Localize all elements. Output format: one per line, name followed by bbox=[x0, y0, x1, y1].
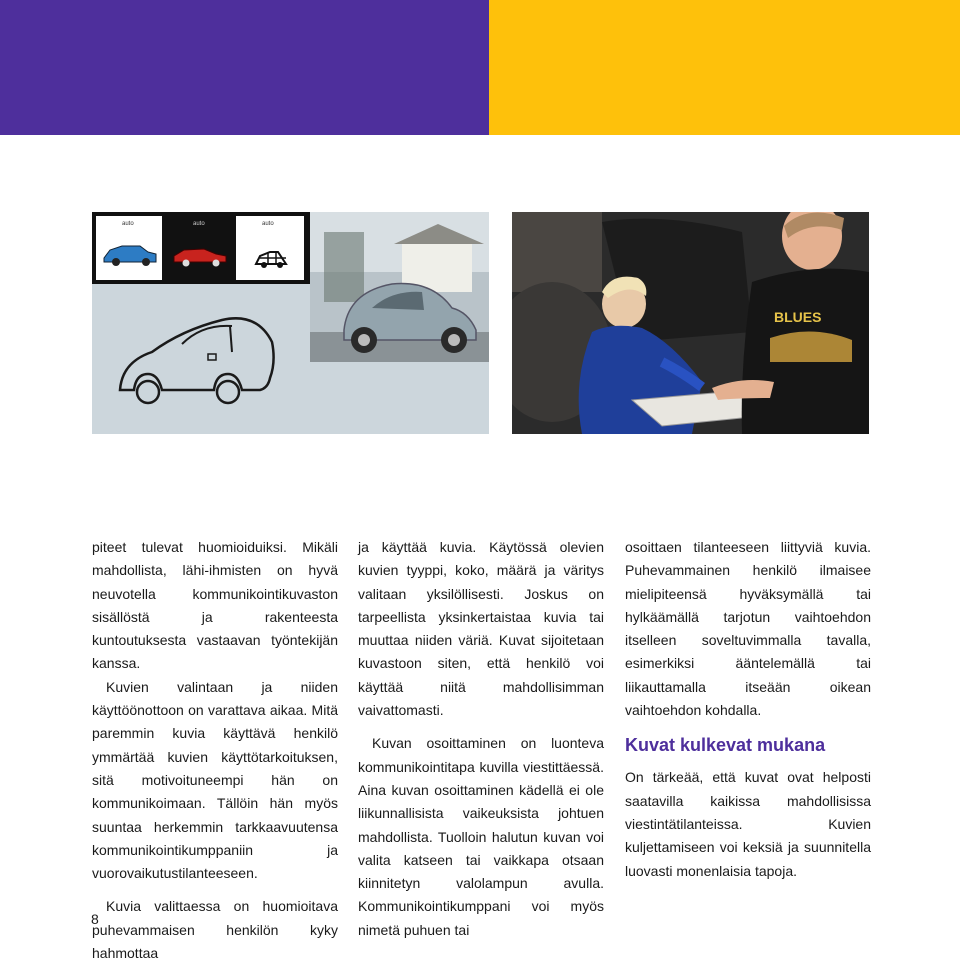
paragraph: osoittaen tilanteeseen liittyviä kuvia. Puhevammainen henkilö ilmaisee mielipiteensä hyväksymällä tai hylkäämällä tarjotun vaihtoehdon itselleen soveltuvimmalla tavalla, esimerkiksi ääntelemällä tai liikauttamalla itseään oikean vaihtoehdon kohdalla. bbox=[625, 539, 871, 719]
paragraph: ja käyttää kuvia. Käytössä olevien kuvien tyyppi, koko, määrä ja väritys valitaan yksilöllisesti. Joskus on tarpeellista yksinkertaistaa kuvia tai muuttaa niiden väriä. Kuvat sijoitetaan kuvastoon siten, että henkilö voi käyttää niitä mahdollisimman vaivattomasti. bbox=[358, 539, 604, 719]
pictogram-label-3: auto bbox=[262, 221, 274, 227]
paragraph: Kuvien valintaan ja niiden käyttöönottoon on varattava aikaa. Mitä paremmin kuvia käyttävä henkilö ymmärtää kuvien käyttötarkoituksen, sitä motivoituneempi hän on kommunikoimaan. Tällöin hän myös suuntaa herkemmin tarkkaavuutensa kommunikointikumppaniin ja vuorovaikutustilanteeseen. bbox=[92, 678, 338, 882]
pictogram-label-2: auto bbox=[193, 221, 205, 227]
section-heading: Kuvat kulkevat mukana bbox=[625, 735, 826, 756]
paragraph: On tärkeää, että kuvat ovat helposti saatavilla kaikissa mahdollisissa viestintätilanteissa. Kuvien kuljettamiseen voi keksiä ja suunnitella luovasti monenlaisia tapoja. bbox=[625, 769, 871, 879]
father-child-photo bbox=[512, 212, 869, 434]
text-column-3 bbox=[625, 536, 871, 883]
paragraph: piteet tulevat huomioiduiksi. Mikäli mahdollista, lähi-ihmisten on hyvä neuvotella kommunikointikuvaston sisällöstä ja rakenteesta kuntoutuksesta vastaavan työntekijän kanssa. bbox=[92, 539, 338, 672]
page-number: 8 bbox=[91, 911, 99, 927]
text-column-1 bbox=[92, 536, 338, 965]
svg-text:BLUES: BLUES bbox=[774, 309, 822, 325]
text-column-2 bbox=[358, 536, 604, 942]
header-band-yellow bbox=[489, 0, 960, 135]
pictogram-label-1: auto bbox=[122, 221, 134, 227]
car-pictures-photo bbox=[92, 212, 489, 434]
header-band-purple bbox=[0, 0, 489, 135]
paragraph: Kuvia valittaessa on huomioitava puhevammaisen henkilön kyky hahmottaa bbox=[92, 898, 338, 962]
paragraph: Kuvan osoittaminen on luonteva kommunikointitapa kuvilla viestittäessä. Aina kuvan osoittaminen kädellä ei ole liikunnallisista vaikeuksista johtuen mahdollista. Tuolloin halutun kuvan voi valita katseen tai vaikkapa otsaan kiinnitetyn valolampun avulla. Kommunikointikumppani voi myös nimetä puhuen tai bbox=[358, 735, 604, 938]
